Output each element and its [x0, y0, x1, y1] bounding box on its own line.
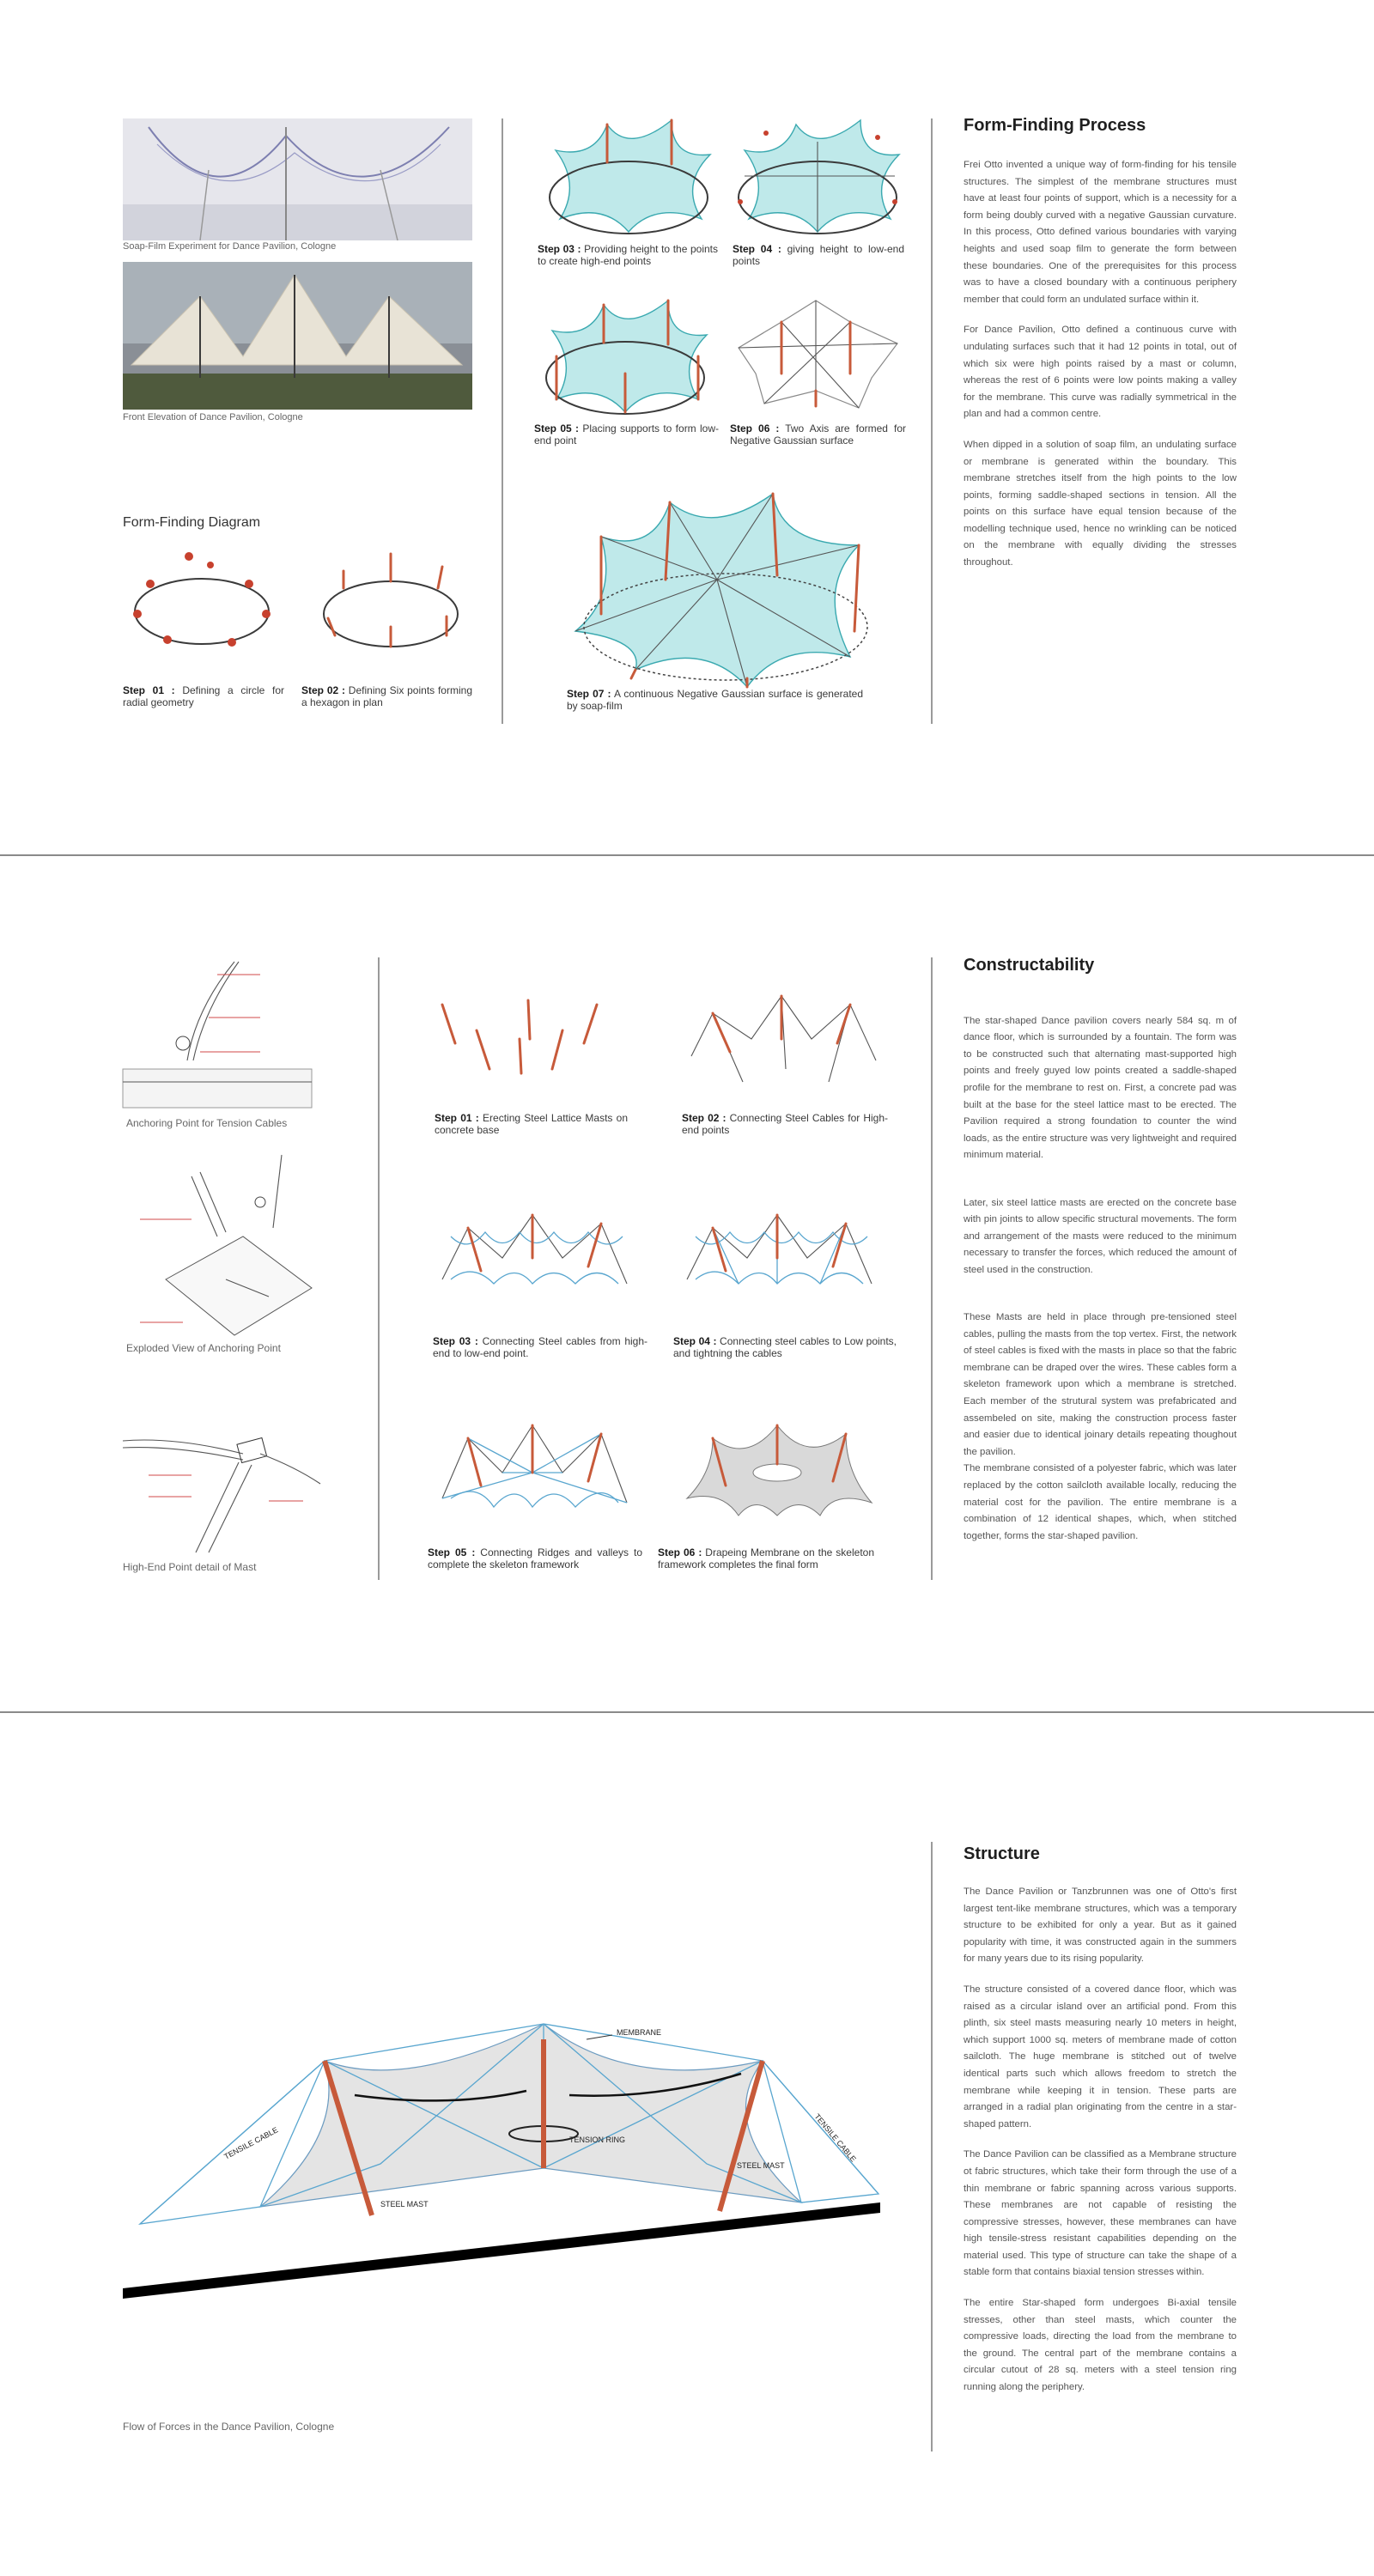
- c-step05-diagram: [434, 1421, 631, 1533]
- caption-exploded: Exploded View of Anchoring Point: [126, 1342, 281, 1354]
- c-step01-diagram: [434, 996, 614, 1082]
- flow-of-forces-drawing: [123, 2014, 887, 2306]
- anchoring-point-drawing: [123, 957, 320, 1112]
- label-tensile-cable-left: TENSILE CABLE: [222, 2125, 280, 2161]
- diagram-heading: Form-Finding Diagram: [123, 515, 261, 530]
- step05-text: Step 05 : Placing supports to form low-end point: [534, 422, 720, 447]
- structure-body: The Dance Pavilion or Tanzbrunnen was one of Otto's first largest tent-like membrane structures, which was a temporary structure to be exhibited for only a year. But as it gained popularity with time, it was constructed again in the summers for many years due to its rising popularity. The structure consisted of a covered dance floor, which was raised as a circular island over an artificial pond. From this plinth, six steel masts measuring nearly 10 meters in height, which support 1000 sq. meters of membrane made of cotton sailcloth. The huge membrane is stitched out of twelve identical parts such which allows freedom to stretch the membrane while keeping it in tension. These parts are arranged in a radial plan originating from the centre in a star-shaped pattern. The Dance Pavilion can be classified as a Membrane structure ot fabric structures, which take their form through the use of a thin membrane or fabric spanning across various supports. These membranes are not capable of resisting the compressive stresses, however, these membranes can have high tensile-stress resistant capabilities depending on the material used. This type of structure can take the shape of a stable form that contains biaxial tension stresses within. The entire Star-shaped form undergoes Bi-axial tensile stresses, other than steel masts, which counter the compressive loads, directing the load from the membrane to the ground. The central part of the membrane contains a circular cutout of 28 sq. meters with a steel tension ring running along the periphery.: [964, 1886, 1237, 2393]
- step07-text: Step 07 : A continuous Negative Gaussian surface is generated by soap-film: [567, 688, 863, 712]
- c-step03-diagram: [434, 1211, 631, 1314]
- divider-2a: [378, 957, 380, 1580]
- c-step06-text: Step 06 : Drapeing Membrane on the skeleton framework completes the final form: [658, 1546, 874, 1571]
- c-step04-diagram: [678, 1211, 876, 1314]
- label-tension-ring: TENSION RING: [569, 2136, 626, 2144]
- c-step02-text: Step 02 : Connecting Steel Cables for High-end points: [682, 1112, 889, 1136]
- structure-caption: Flow of Forces in the Dance Pavilion, Cologne: [123, 2421, 335, 2433]
- section-divider-2: [0, 1711, 1374, 1713]
- divider-3: [931, 1842, 933, 2451]
- section-divider-1: [0, 854, 1374, 856]
- label-steel-mast-left: STEEL MAST: [380, 2200, 429, 2208]
- mast-high-end-drawing: [123, 1415, 320, 1552]
- step02-diagram: [318, 550, 464, 657]
- label-tensile-cable-right: TENSILE CABLE: [812, 2111, 858, 2164]
- constructability-body: The star-shaped Dance pavilion covers nearly 584 sq. m of dance floor, which is surrounded by a fountain. The form was to be constructed such that alternating mast-supported high points and freely guyed low points created a saddle-shaped profile for the membrane to rest on. First, a concrete pad was built at the base for the steel lattice mast to be erected. The Pavilion required a strong foundation to counter the wind loads, as the entire structure was very lightweight and required minimum material. Later, six steel lattice masts are erected on the concrete base with pin joints to allow specific structural movements. The form and arrangement of the masts were reduced to the minimum necessary to transfer the forces, which reduced the amount of steel used in the construction. These Masts are held in place through pre-tensioned steel cables, pulling the masts from the top vertex. First, the network of steel cables is fixed with the masts in place so that the fabric membrane can be draped over the wires. These cables form a skeleton framework upon which a membrane is stretched. Each member of the strutural system was prefabricated and assembeled on site, making the construction process faster and easier due to identical joinary details repeating thoughout the pavilion. The membrane consisted of a polyester fabric, which was later replaced by the cotton sailcloth available locally, reducing the material cost for the pavilion. The entire membrane is a combination of 12 identical shapes, which, when stitched together, forms the star-shaped pavilion.: [964, 1015, 1237, 1541]
- label-membrane: MEMBRANE: [617, 2028, 662, 2037]
- step03-text: Step 03 : Providing height to the points to create high-end points: [538, 243, 719, 267]
- c-step05-text: Step 05 : Connecting Ridges and valleys to complete the skeleton framework: [428, 1546, 642, 1571]
- c-step03-text: Step 03 : Connecting Steel cables from high-end to low-end point.: [433, 1335, 647, 1359]
- soap-film-photo: [123, 118, 472, 240]
- divider-1b: [931, 118, 933, 724]
- form-finding-title: Form-Finding Process: [964, 116, 1146, 135]
- step04-diagram: [732, 116, 903, 236]
- constructability-title: Constructability: [964, 956, 1095, 975]
- photo1-caption: Soap-Film Experiment for Dance Pavilion, Cologne: [123, 241, 337, 252]
- c-step01-text: Step 01 : Erecting Steel Lattice Masts on concrete base: [435, 1112, 628, 1136]
- caption-anchoring: Anchoring Point for Tension Cables: [126, 1117, 288, 1129]
- step03-diagram: [543, 116, 714, 236]
- elevation-photo: [123, 262, 472, 410]
- c-step06-diagram: [678, 1421, 876, 1533]
- photo2-caption: Front Elevation of Dance Pavilion, Cologne: [123, 412, 303, 422]
- step06-text: Step 06 : Two Axis are formed for Negative Gaussian surface: [730, 422, 906, 447]
- divider-2b: [931, 957, 933, 1580]
- exploded-anchoring-drawing: [123, 1151, 320, 1340]
- step06-diagram: [730, 296, 902, 416]
- divider-1a: [502, 118, 503, 724]
- step04-text: Step 04 : giving height to low-end points: [733, 243, 904, 267]
- step05-diagram: [539, 296, 711, 416]
- structure-title: Structure: [964, 1844, 1040, 1863]
- form-finding-body: Frei Otto invented a unique way of form-finding for his tensile structures. The simplest of the membrane structures must have at least four points of support, which is a necessity for a form being doubly curved with a negative Gaussian curvature. In this process, Otto defined various boundaries with varying heights and used soap film to generate the form between these boundaries. One of the prerequisites for this process was to have a closed boundary with a continuous periphery member that could form an undulated surface within it. For Dance Pavilion, Otto defined a continuous curve with undulating surfaces such that it had 12 points in total, out of which six were high points raised by a mast or column, whereas the rest of 6 points were low points making a valley for the membrane. This curve was radially symmetrical in the plan and had a common centre. When dipped in a solution of soap film, an undulating surface or membrane is generated within the boundary. This membrane stretches itself from the high points to the low points, forming saddle-shaped sections in tension. All the points on this surface have equal tension because of the modelling technique used, hence no wrinkling can be noticed on the membrane with equally dividing the stresses throughout.: [964, 160, 1237, 568]
- step07-diagram: [567, 485, 876, 691]
- step02-text: Step 02 : Defining Six points forming a hexagon in plan: [301, 684, 472, 708]
- step01-diagram: [129, 550, 275, 657]
- caption-mast: High-End Point detail of Mast: [123, 1561, 257, 1573]
- c-step02-diagram: [683, 992, 880, 1091]
- c-step04-text: Step 04 : Connecting steel cables to Low points, and tightning the cables: [673, 1335, 897, 1359]
- step01-text: Step 01 : Defining a circle for radial geometry: [123, 684, 285, 708]
- label-steel-mast-right: STEEL MAST: [737, 2161, 785, 2170]
